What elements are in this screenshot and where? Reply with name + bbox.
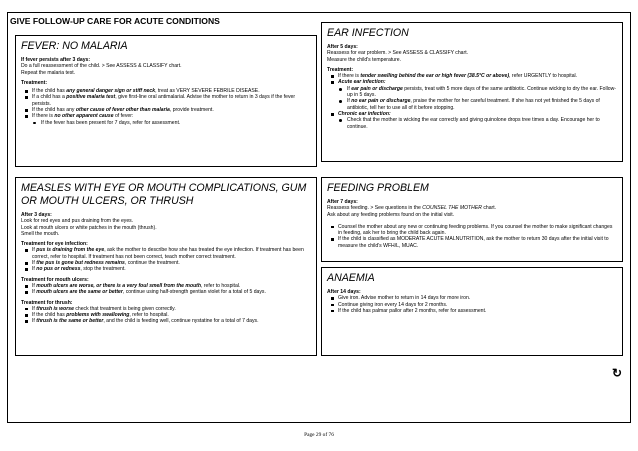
list-item: If there is tender swelling behind the ear or high fever (38.5°C or above), refer URGENTLY to hospital. (327, 73, 616, 79)
feeding-line1: Reassess feeding. > See questions in the COUNSEL THE MOTHER chart. (327, 205, 497, 212)
list-item: Counsel the mother about any new or continuing feeding problems. If you counsel the mother to make significant changes in feeding, ask her to bring the child back again. (327, 224, 616, 237)
eye-treatment-heading: Treatment for eye infection: (21, 241, 88, 248)
list-item: If the child has problems with swallowing, refer to hospital. (21, 312, 310, 318)
ear-treatment-heading: Treatment: (327, 66, 354, 73)
list-item: If a child has a positive malaria test, give first-line oral antimalarial. Advise the mother to return in 3 days if the fever persists. (21, 94, 310, 107)
mouth-treatment-heading: Treatment for mouth ulcers: (21, 276, 89, 283)
page-number: Page 29 of 76 (304, 432, 334, 438)
page-title: GIVE FOLLOW-UP CARE FOR ACUTE CONDITIONS (10, 16, 220, 26)
eye-treatment-list (21, 247, 310, 272)
list-item: If the pus is gone but redness remains, continue the treatment. (21, 260, 310, 266)
ear-line1: Reassess for ear problem. > See ASSESS & CLASSIFY chart. (327, 50, 469, 57)
feeding-title: FEEDING PROBLEM (327, 182, 429, 194)
measles-line3: Smell the mouth. (21, 230, 60, 237)
measles-line2: Look at mouth ulcers or white patches in the mouth (thrush). (21, 224, 157, 231)
measles-section (15, 177, 317, 356)
fever-line2: Repeat the malaria test. (21, 69, 76, 76)
measles-after: After 3 days: (21, 212, 52, 218)
fever-no-malaria-section (15, 35, 317, 167)
list-item: Chronic ear infection: (327, 111, 616, 117)
list-subitem: If ear pain or discharge persists, treat with 5 more days of the same antibiotic. Continue wicking to dry the ear. Follow-up in 5 days. (327, 86, 616, 99)
list-item: Give iron. Advise mother to return in 14 days for more iron. (327, 295, 616, 301)
thrush-treatment-heading: Treatment for thrush: (21, 299, 73, 306)
list-item: Acute ear infection: (327, 79, 616, 85)
list-item: If no pus or redness, stop the treatment. (21, 266, 310, 272)
measles-line1: Look for red eyes and pus draining from the eyes. (21, 218, 134, 225)
list-subitem: If no ear pain or discharge, praise the mother for her careful treatment. If she has not yet finished the 5 days of antibiotic, tell her to use all of it before stopping. (327, 98, 616, 111)
anaemia-after: After 14 days: (327, 289, 361, 295)
fever-title: FEVER: NO MALARIA (21, 40, 128, 52)
list-item: If thrush is the same or better, and the child is feeding well, continue nystatine for a total of 7 days. (21, 318, 310, 324)
measles-title: MEASLES WITH EYE OR MOUTH COMPLICATIONS, GUM OR MOUTH ULCERS, OR THRUSH (21, 182, 307, 207)
list-item: If pus is draining from the eye, ask the mother to describe how she has treated the eye infection. If treatment has been correct, refer to hospital. If treatment has not been correct, teach mother correct treatment. (21, 247, 310, 260)
list-item: If thrush is worse check that treatment is being given correctly. (21, 306, 310, 312)
list-item: If there is no other apparent cause of fever: (21, 113, 310, 119)
anaemia-list (327, 295, 616, 314)
return-arrow-icon[interactable]: ↻ (612, 366, 623, 380)
list-item: If the child has any other cause of fever other than malaria, provide treatment. (21, 107, 310, 113)
list-item: If the child has palmar pallor after 2 months, refer for assessment. (327, 308, 616, 314)
ear-after: After 5 days: (327, 44, 358, 50)
list-subitem: Check that the mother is wicking the ear correctly and giving quinolone drops tree times a day. Encourage her to continue. (327, 117, 616, 130)
mouth-treatment-list (21, 283, 310, 296)
anaemia-title: ANAEMIA (327, 272, 375, 284)
thrush-treatment-list (21, 306, 310, 325)
list-subitem: If the fever has been present for 7 days, refer for assessment. (21, 120, 310, 126)
feeding-after: After 7 days: (327, 199, 358, 205)
fever-after: If fever persists after 3 days: (21, 57, 91, 63)
list-item: If mouth ulcers are worse, or there is a very foul smell from the mouth, refer to hospital. (21, 283, 310, 289)
feeding-line2: Ask about any feeding problems found on the initial visit. (327, 211, 455, 218)
feeding-problem-section (321, 177, 623, 262)
list-item: If mouth ulcers are the same or better, continue using half-strength gentian violet for a total of 5 days. (21, 289, 310, 295)
list-item: Continue giving iron every 14 days for 2 months. (327, 302, 616, 308)
fever-treatment-heading: Treatment: (21, 79, 48, 86)
list-item: If the child is classified as MODERATE ACUTE MALNUTRITION, ask the mother to return 30 days after the initial visit to measure the child's WFH/L, MUAC. (327, 236, 616, 249)
list-item: If the child has any general danger sign or stiff neck, treat as VERY SEVERE FEBRILE DISEASE. (21, 88, 310, 94)
ear-title: EAR INFECTION (327, 27, 409, 39)
ear-treatment-list (327, 73, 616, 130)
feeding-list (327, 224, 616, 249)
anaemia-section (321, 267, 623, 356)
fever-line1: Do a full reassessment of the child. > See ASSESS & CLASSIFY chart. (21, 63, 182, 70)
fever-treatment-list (21, 88, 310, 126)
ear-line2: Measure the child's temperature. (327, 56, 402, 63)
ear-infection-section (321, 22, 623, 162)
